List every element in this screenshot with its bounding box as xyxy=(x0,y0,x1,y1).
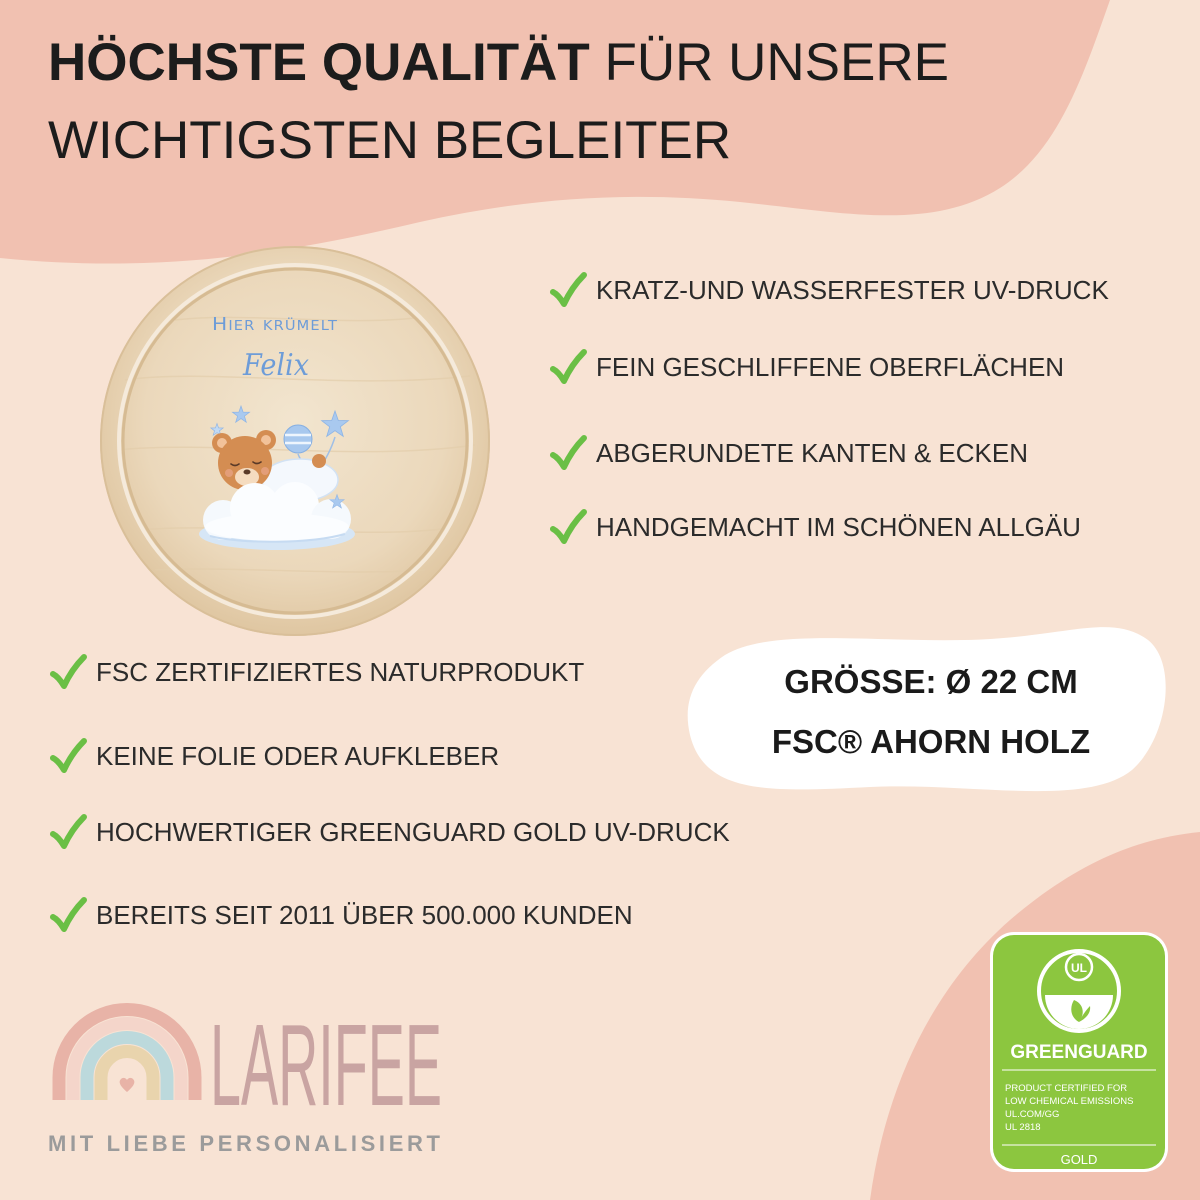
check-icon xyxy=(548,507,588,547)
check-icon xyxy=(48,895,88,935)
ul-mark: UL xyxy=(1071,961,1087,975)
feature-item xyxy=(48,736,499,776)
balloon-icon xyxy=(284,425,312,453)
badge-detail: UL.COM/GG xyxy=(1005,1109,1060,1120)
check-icon xyxy=(48,812,88,852)
brand-tagline: MIT LIEBE PERSONALISIERT xyxy=(48,1131,440,1156)
brand-logo xyxy=(40,990,460,1165)
feature-item xyxy=(48,895,633,935)
bear-cheek xyxy=(225,469,233,477)
check-icon xyxy=(548,347,588,387)
check-icon xyxy=(548,433,588,473)
feature-label: HOCHWERTIGER GREENGUARD GOLD UV-DRUCK xyxy=(96,816,730,847)
spec-size: GRÖSSE: Ø 22 CM xyxy=(784,663,1078,700)
check-icon xyxy=(548,270,588,310)
brand-name: LARIFEE xyxy=(210,1000,442,1130)
feature-label: BEREITS SEIT 2011 ÜBER 500.000 KUNDEN xyxy=(96,899,633,930)
spec-material: FSC® AHORN HOLZ xyxy=(771,723,1091,760)
feature-label: KEINE FOLIE ODER AUFKLEBER xyxy=(96,740,500,771)
feature-label: ABGERUNDETE KANTEN & ECKEN xyxy=(596,437,1028,468)
feature-label: FEIN GESCHLIFFENE OBERFLÄCHEN xyxy=(596,351,1065,382)
headline-line-2: WICHTIGSTEN BEGLEITER xyxy=(48,111,732,170)
specs-box xyxy=(700,652,1162,772)
badge-detail: PRODUCT CERTIFIED FOR xyxy=(1005,1083,1128,1094)
badge-title: GREENGUARD xyxy=(1010,1042,1148,1063)
feature-label: HANDGEMACHT IM SCHÖNEN ALLGÄU xyxy=(596,511,1081,542)
headline-line-1 xyxy=(48,24,949,102)
engraving-text: Hier krümelt xyxy=(212,314,338,335)
bear-cheek xyxy=(261,467,269,475)
feature-item xyxy=(548,507,1081,547)
headline-emphasis: HÖCHSTE QUALITÄT xyxy=(48,33,590,92)
feature-item xyxy=(48,652,584,692)
engraving-name: Felix xyxy=(242,348,310,383)
check-icon xyxy=(48,736,88,776)
check-icon xyxy=(48,652,88,692)
bear-foot xyxy=(312,454,326,468)
feature-item xyxy=(48,812,730,852)
feature-item xyxy=(548,347,1064,387)
bear-nose xyxy=(244,470,251,475)
feature-item xyxy=(548,433,1028,473)
feature-item xyxy=(548,270,1109,310)
product-board-image xyxy=(95,240,495,640)
badge-detail: UL 2818 xyxy=(1005,1122,1041,1133)
heart-icon xyxy=(120,1078,135,1092)
headline-line-1-rest: FÜR UNSERE xyxy=(604,33,950,92)
badge-level: GOLD xyxy=(1060,1152,1098,1167)
feature-label: KRATZ-UND WASSERFESTER UV-DRUCK xyxy=(596,274,1109,305)
feature-label: FSC ZERTIFIZIERTES NATURPRODUKT xyxy=(96,656,585,687)
headline xyxy=(48,24,949,180)
greenguard-gold-badge xyxy=(990,932,1168,1172)
badge-detail: LOW CHEMICAL EMISSIONS xyxy=(1005,1096,1134,1107)
